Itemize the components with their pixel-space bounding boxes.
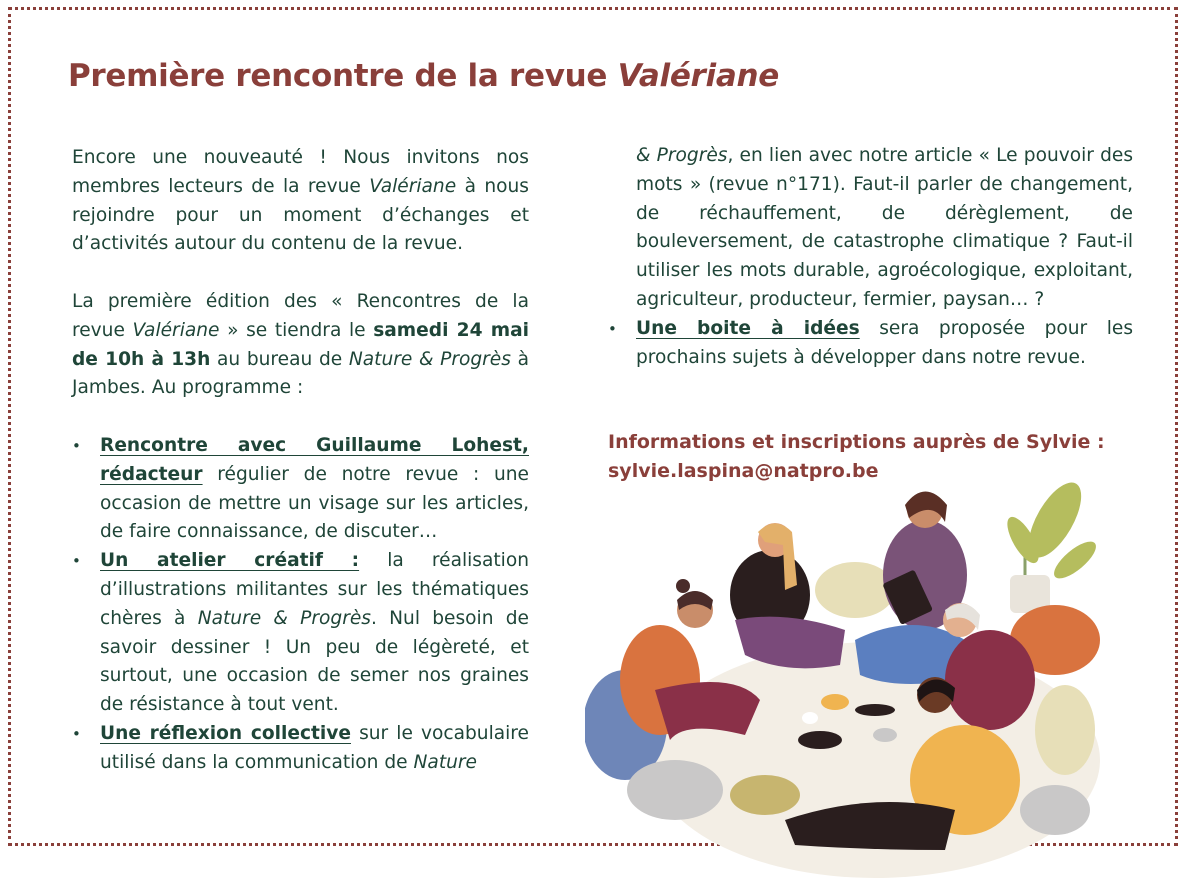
right-column	[608, 142, 1133, 372]
list-item: • Rencontre avec Guillaume Lohest, rédacteur régulier de notre revue : une occasion de mettre un visage sur les articles, de faire connaissance, de discuter…	[72, 432, 529, 547]
program-list-continued	[608, 315, 1133, 373]
intro-paragraph: Encore une nouveauté ! Nous invitons nos membres lecteurs de la revue Valériane à nous rejoindre pour un moment d’échanges et d’activités autour du contenu de la revue.	[72, 147, 529, 255]
list-item-continuation: & Progrès, en lien avec notre article « Le pouvoir des mots » (revue n°171). Faut-il parler de changement, de réchauffement, de dérèglement, de bouleversement, de catastrophe climatique ? Faut-il utiliser les mots durable, agroécologique, exploitant, agriculteur, producteur, fermier, paysan… ?	[636, 145, 1134, 310]
list-item: • Un atelier créatif : la réalisation d’illustrations militantes sur les thématiques chères à Nature & Progrès. Nul besoin de savoir dessiner ! Un peu de légèreté, et surtout, une occasion de semer nos graines de résistance à tout vent.	[72, 547, 529, 720]
left-column	[72, 144, 529, 778]
list-item: • Une réflexion collective sur le vocabulaire utilisé dans la communication de Nature	[72, 720, 529, 778]
contact-email-link[interactable]: sylvie.laspina@natpro.be	[608, 460, 879, 482]
contact-line: Informations et inscriptions auprès de Sylvie :	[608, 431, 1105, 453]
edition-paragraph: La première édition des « Rencontres de la revue Valériane » se tiendra le samedi 24 mai de 10h à 13h au bureau de Nature & Progrès à Jambes. Au programme :	[72, 290, 530, 399]
group-illustration	[585, 470, 1105, 879]
page-title: Première rencontre de la revue Valériane	[68, 58, 779, 94]
program-list	[72, 432, 529, 778]
event-date: samedi 24 mai de 10h à 13h	[72, 319, 529, 370]
list-item: • Une boite à idées sera proposée pour les prochains sujets à développer dans notre revue.	[608, 315, 1133, 373]
